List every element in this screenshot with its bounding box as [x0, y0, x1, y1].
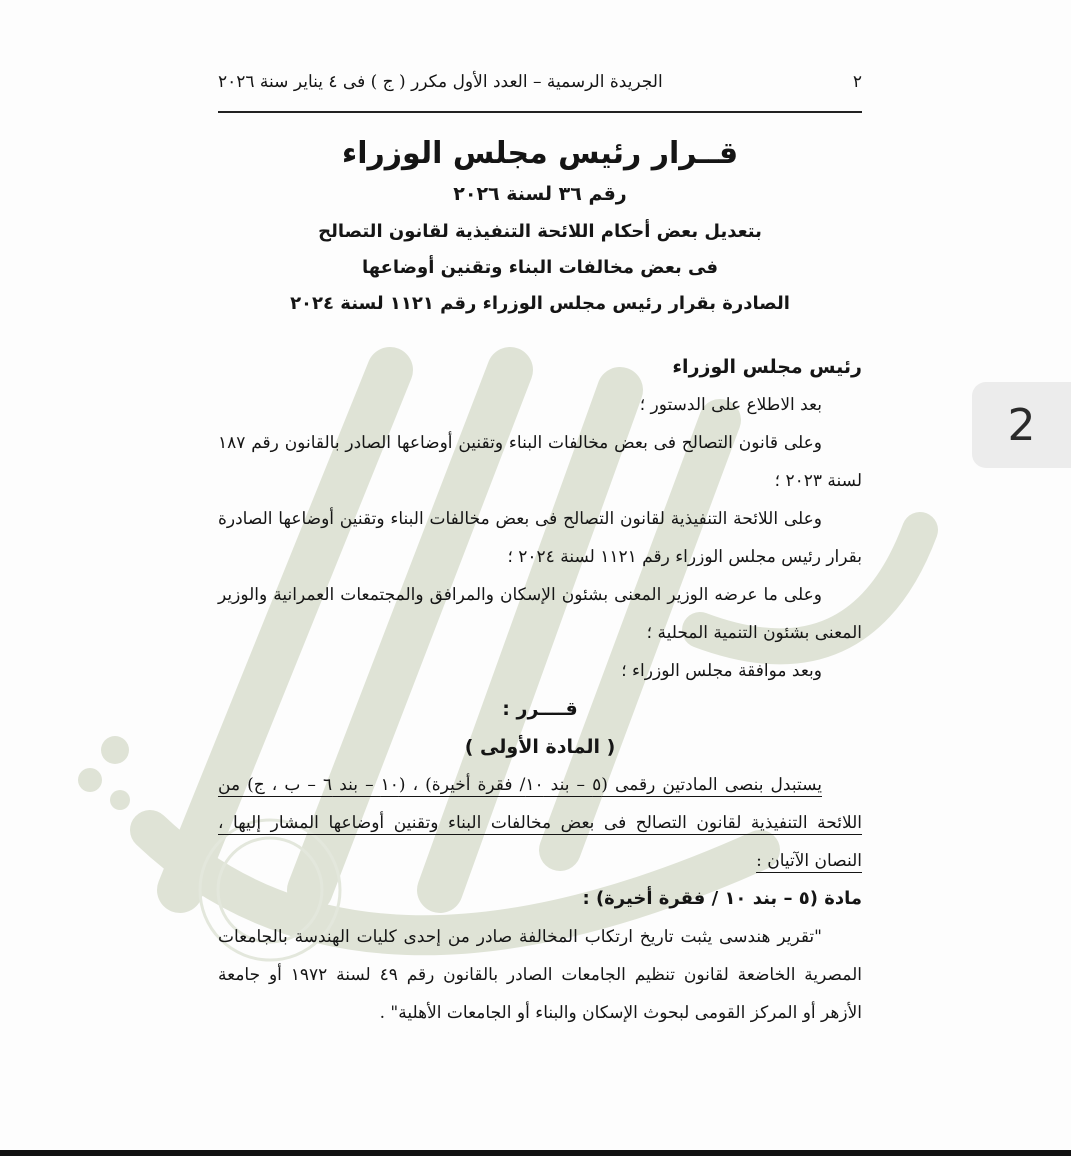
- decree-subtitle-line: فى بعض مخالفات البناء وتقنين أوضاعها: [361, 257, 719, 278]
- decree-subtitle-line: الصادرة بقرار رئيس مجلس الوزراء رقم ١١٢١ لسنة ٢٠٢٤: [290, 293, 790, 314]
- article-one-text: يستبدل بنصى المادتين رقمى (٥ – بند ١٠/ فقرة أخيرة) ، (١٠ – بند ٦ – ب ، ج) من اللائحة التنفيذية لقانون التصالح فى بعض مخالفات البناء وتقنين أوضاعها المشار إليها ، النصان الآتيان :: [218, 775, 862, 871]
- mada-text: "تقرير هندسى يثبت تاريخ ارتكاب المخالفة صادر من إحدى كليات الهندسة بالجامعات المصرية الخاضعة لقانون تنظيم الجامعات الصادر بالقانون رقم ٤٩ لسنة ١٩٧٢ أو جامعة الأزهر أو المركز القومى لبحوث الإسكان والبناء أو الجامعات الأهلية" .: [218, 927, 862, 1023]
- decided-heading: قــــرر :: [502, 698, 578, 720]
- article-one-heading: ( المادة الأولى ): [464, 736, 616, 758]
- preamble-paragraph: بعد الاطلاع على الدستور ؛: [639, 395, 822, 415]
- journal-header: [218, 64, 862, 100]
- page-number-badge: 2: [972, 382, 1071, 468]
- preamble-paragraph: وعلى قانون التصالح فى بعض مخالفات البناء وتقنين أوضاعها الصادر بالقانون رقم ١٨٧ لسنة ٢٠٢٣ ؛: [218, 433, 862, 491]
- preamble-paragraph: وعلى ما عرضه الوزير المعنى بشئون الإسكان والمرافق والمجتمعات العمرانية والوزير المعنى بشئون التنمية المحلية ؛: [218, 585, 862, 643]
- decree-title-block: [218, 130, 862, 327]
- preamble-paragraph: وعلى اللائحة التنفيذية لقانون التصالح فى بعض مخالفات البناء وتقنين أوضاعها الصادرة بقرار رئيس مجلس الوزراء رقم ١١٢١ لسنة ٢٠٢٤ ؛: [218, 509, 862, 567]
- pm-heading: رئيس مجلس الوزراء: [672, 356, 862, 378]
- header-divider: [218, 111, 862, 113]
- header-journal-line: الجريدة الرسمية – العدد الأول مكرر ( ج ) فى ٤ يناير سنة ٢٠٢٦: [218, 72, 663, 92]
- mada-heading: مادة (٥ – بند ١٠ / فقرة أخيرة) :: [582, 888, 862, 909]
- decree-title: قــرار رئيس مجلس الوزراء: [341, 136, 739, 171]
- header-page-number: ٢: [852, 72, 862, 92]
- decree-number: رقم ٣٦ لسنة ٢٠٢٦: [453, 183, 627, 205]
- decree-subtitle-line: بتعديل بعض أحكام اللائحة التنفيذية لقانون التصالح: [318, 221, 762, 242]
- preamble-paragraph: وبعد موافقة مجلس الوزراء ؛: [621, 661, 822, 681]
- decree-body: [218, 348, 862, 1032]
- bottom-divider: [0, 1150, 1071, 1156]
